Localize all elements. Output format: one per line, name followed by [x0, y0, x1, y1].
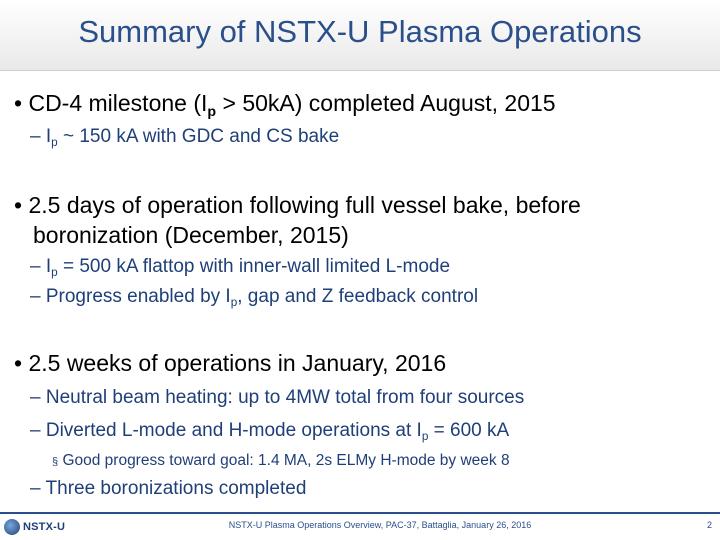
bullet-1 — [14, 90, 556, 121]
item-subscript: p — [230, 296, 238, 310]
item-subscript: p — [421, 430, 429, 444]
bullet-2-text-line-1: 2.5 days of operation following full vessel bake, before — [28, 192, 581, 218]
footer-text: NSTX-U Plasma Operations Overview, PAC-37, Battaglia, January 26, 2016 — [228, 520, 532, 530]
item-text-after: = 500 kA flattop with inner-wall limited L-mode — [57, 256, 451, 277]
bullet-2-line-2 — [33, 222, 349, 249]
dash-marker: – — [30, 256, 41, 277]
dash-marker: – — [30, 387, 41, 408]
slide-title: Summary of NSTX-U Plasma Operations — [78, 14, 642, 49]
bullet-1-text-before: CD-4 milestone (I — [28, 90, 208, 116]
bullet-3-item-2 — [30, 420, 509, 442]
item-subscript: p — [51, 136, 58, 150]
footer-rule — [0, 512, 720, 514]
bullet-3-item-1 — [30, 387, 524, 409]
square-marker: § — [52, 456, 59, 468]
page-number: 2 — [706, 520, 712, 530]
nstx-u-logo — [4, 518, 65, 536]
logo-icon — [4, 519, 20, 535]
dash-marker: – — [30, 126, 41, 147]
item-text-after: = 600 kA — [428, 420, 510, 441]
item-text-before: I — [45, 126, 52, 147]
item-text-before: Progress enabled by I — [45, 286, 231, 307]
bullet-3 — [14, 350, 446, 377]
bullet-2-text-line-2: boronization (December, 2015) — [33, 222, 349, 248]
bullet-marker: • — [14, 192, 23, 218]
bullet-2-item-1 — [30, 256, 450, 278]
bullet-1-subscript: p — [207, 104, 217, 121]
subitem-text: Good progress toward goal: 1.4 MA, 2s ELMy H-mode by week 8 — [62, 452, 510, 469]
item-text-before: I — [45, 256, 52, 277]
bullet-1-text-after: > 50kA) completed August, 2015 — [216, 90, 556, 116]
bullet-marker: • — [14, 350, 23, 376]
bullet-3-text: 2.5 weeks of operations in January, 2016 — [28, 350, 447, 376]
bullet-2-line-1 — [14, 192, 581, 219]
item-text-after: , gap and Z feedback control — [237, 286, 479, 307]
item-text: Neutral beam heating: up to 4MW total from four sources — [45, 387, 525, 408]
dash-marker: – — [30, 478, 41, 499]
bullet-marker: • — [14, 90, 23, 116]
dash-marker: – — [30, 420, 41, 441]
bullet-2-item-2 — [30, 286, 478, 308]
item-text: Three boronizations completed — [45, 478, 307, 499]
bullet-3-item-2-subitem — [52, 452, 510, 470]
item-text-before: Diverted L-mode and H-mode operations at I — [45, 420, 422, 441]
bullet-3-item-3 — [30, 478, 306, 500]
item-text-after: ~ 150 kA with GDC and CS bake — [57, 126, 340, 147]
dash-marker: – — [30, 286, 41, 307]
bullet-1-item-1 — [30, 126, 339, 148]
item-subscript: p — [51, 266, 58, 280]
logo-text: NSTX-U — [23, 521, 66, 533]
